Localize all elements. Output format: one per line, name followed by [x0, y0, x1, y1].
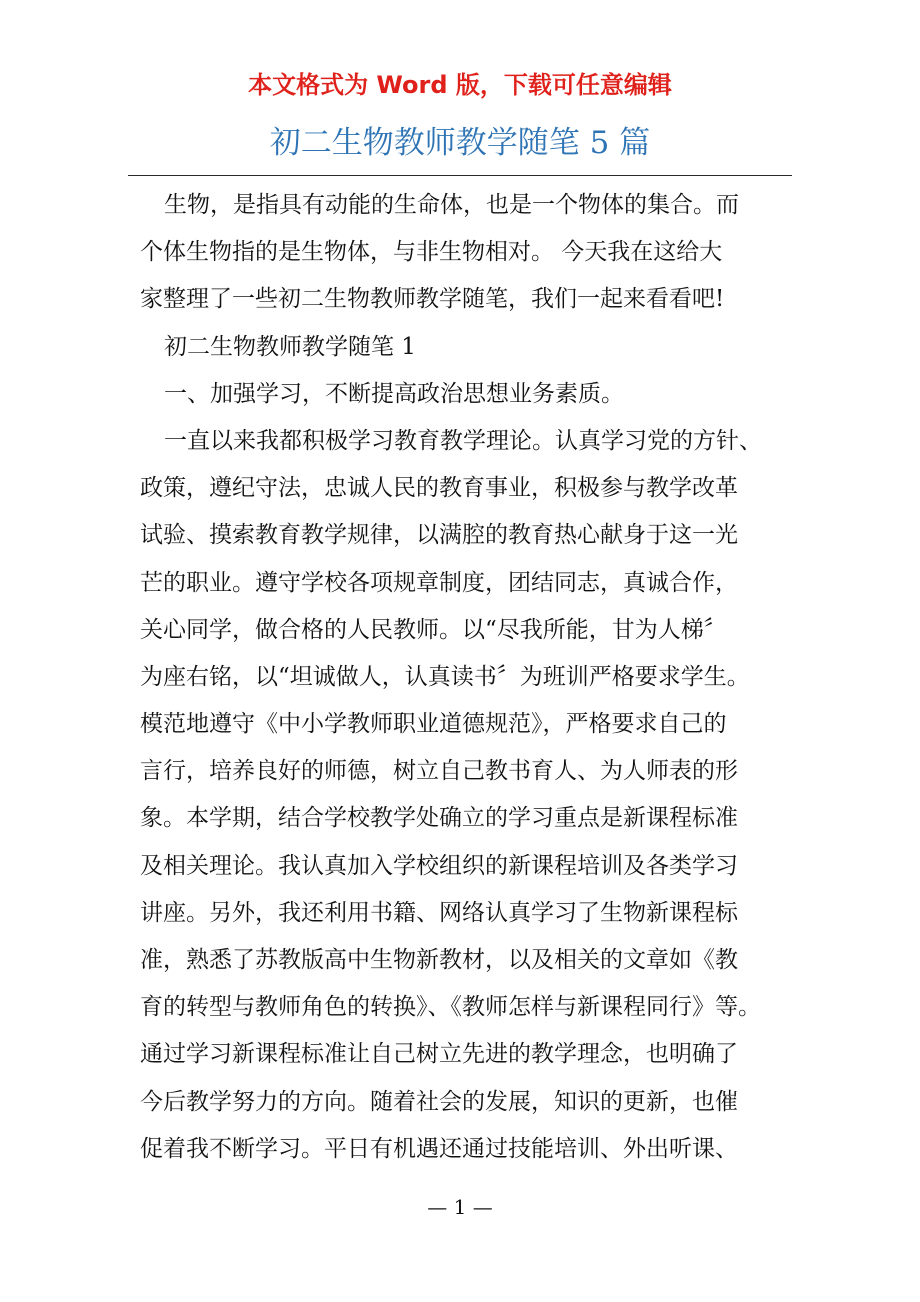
paragraph-line: 关心同学，做合格的人民教师。以“尽我所能，甘为人梯〞 — [140, 616, 727, 643]
document-title: 初二生物教师教学随笔 5 篇 — [269, 125, 651, 161]
paragraph-line: 育的转型与教师角色的转换》、《教师怎样与新课程同行》等。 — [140, 994, 761, 1021]
paragraph-line: 象。本学期，结合学校教学处确立的学习重点是新课程标准 — [140, 805, 738, 832]
paragraph-line: 今后教学努力的方向。随着社会的发展，知识的更新，也催 — [140, 1088, 738, 1115]
paragraph-line: 及相关理论。我认真加入学校组织的新课程培训及各类学习 — [140, 852, 738, 879]
paragraph-line: 言行，培养良好的师德，树立自己教书育人、为人师表的形 — [140, 758, 738, 785]
paragraph-line: 芒的职业。遵守学校各项规章制度，团结同志，真诚合作， — [140, 569, 738, 596]
page-number: — 1 — — [427, 1195, 493, 1219]
paragraph-line: 模范地遵守《中小学教师职业道德规范》，严格要求自己的 — [140, 711, 727, 738]
section-heading: 初二生物教师教学随笔 1 — [164, 333, 416, 360]
paragraph-line: 准，熟悉了苏教版高中生物新教材，以及相关的文章如《教 — [140, 947, 738, 973]
document-body — [140, 182, 790, 1173]
paragraph-line: 一直以来我都积极学习教育教学理论。认真学习党的方针、 — [164, 427, 762, 454]
paragraph-line: 试验、摸索教育教学规律，以满腔的教育热心献身于这一光 — [140, 522, 738, 549]
title-divider — [128, 175, 792, 176]
subsection-heading: 一、加强学习，不断提高政治思想业务素质。 — [164, 380, 624, 407]
paragraph-line: 讲座。另外，我还利用书籍、网络认真学习了生物新课程标 — [140, 899, 738, 926]
paragraph-line: 为座右铭，以“坦诚做人，认真读书〞为班训严格要求学生。 — [140, 663, 750, 690]
paragraph-line: 家整理了一些初二生物教师教学随笔，我们一起来看看吧! — [140, 286, 725, 313]
paragraph-line: 通过学习新课程标准让自己树立先进的教学理念，也明确了 — [140, 1041, 738, 1068]
format-notice: 本文格式为 Word 版，下载可任意编辑 — [248, 71, 672, 99]
paragraph-line: 生物，是指具有动能的生命体，也是一个物体的集合。而 — [164, 192, 739, 218]
paragraph-line: 政策，遵纪守法，忠诚人民的教育事业，积极参与教学改革 — [140, 475, 738, 502]
paragraph-line: 个体生物指的是生物体，与非生物相对。 今天我在这给大 — [140, 239, 723, 266]
paragraph-line: 促着我不断学习。平日有机遇还通过技能培训、外出听课、 — [140, 1135, 738, 1162]
